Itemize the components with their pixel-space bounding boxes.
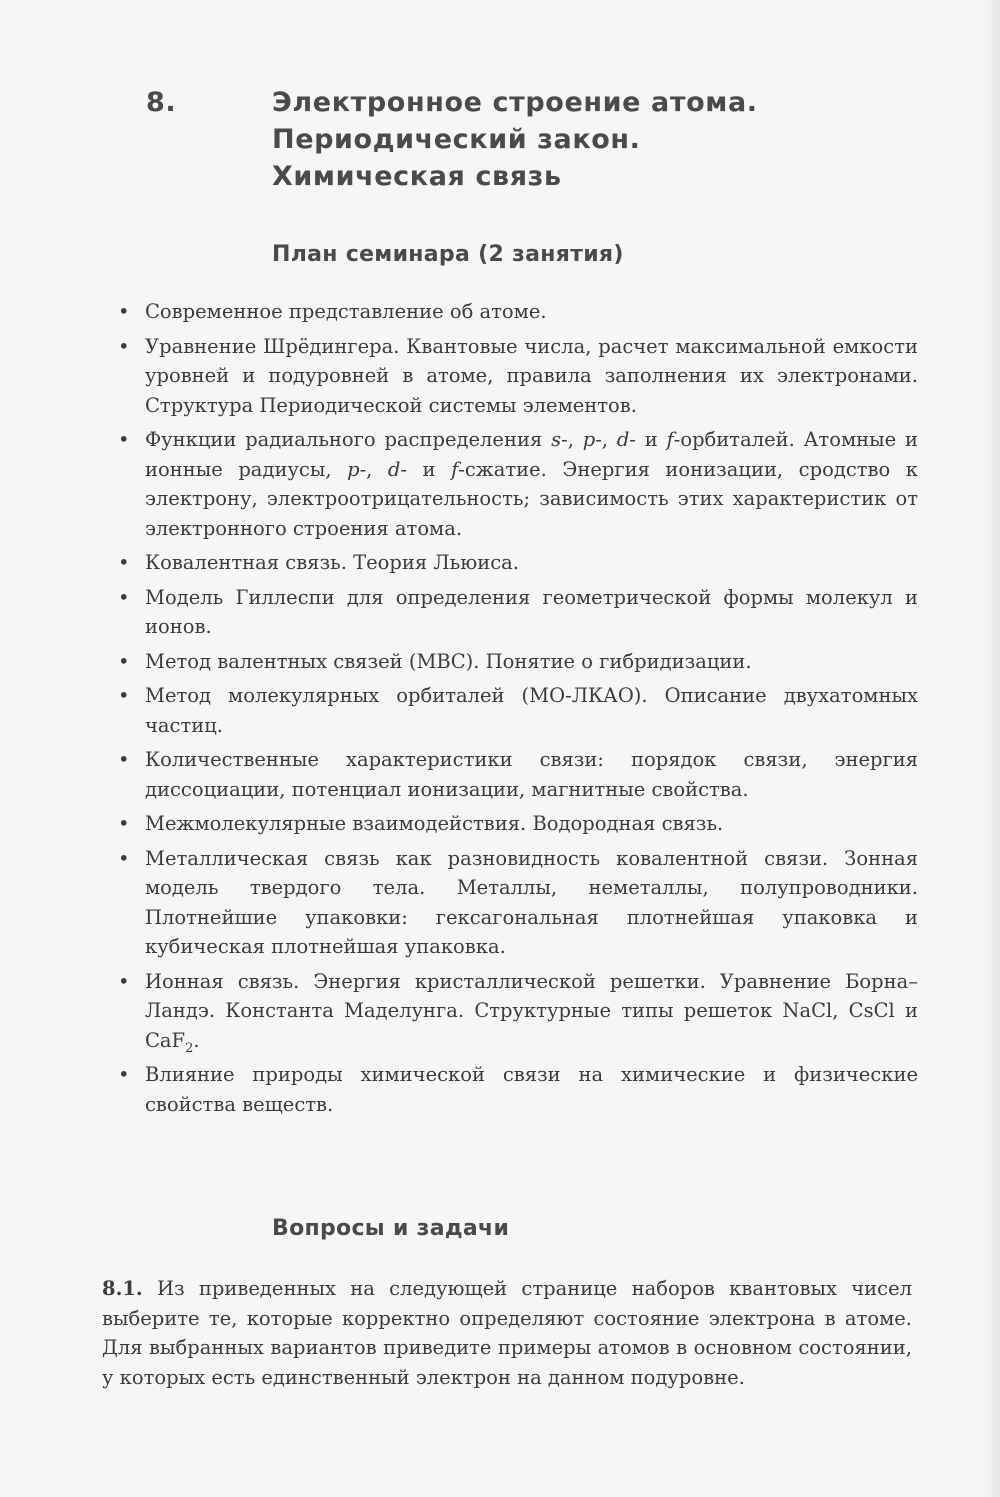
plan-item bbox=[118, 1060, 918, 1119]
bullet-icon: • bbox=[118, 428, 130, 451]
plan-item-text: Уравнение Шрёдингера. Квантовые числа, расчет максимальной емкости уровней и подуровней в атоме, правила заполнения их электронами. Структура Периодической системы элементов. bbox=[145, 334, 918, 417]
chapter-number: 8. bbox=[146, 87, 177, 118]
chapter-title-line: Периодический закон. bbox=[272, 124, 641, 155]
plan-item bbox=[118, 297, 918, 327]
bullet-icon: • bbox=[118, 551, 130, 574]
plan-item bbox=[118, 681, 918, 740]
plan-item-text: Функции радиального распределения s-, p-, d- и f-орбиталей. Атомные и ионные радиусы, p-, d- и f-сжатие. Энергия ионизации, сродство к электрону, электроотрицательность; зависимость этих характеристик от электронного строения атома. bbox=[145, 428, 918, 540]
plan-item-text: Метод молекулярных орбиталей (МО-ЛКАО). Описание двухатомных частиц. bbox=[145, 684, 918, 737]
plan-item bbox=[118, 548, 918, 578]
bullet-icon: • bbox=[118, 649, 130, 673]
plan-item bbox=[118, 809, 918, 839]
subscript: 2 bbox=[185, 1040, 194, 1056]
bullet-icon: • bbox=[118, 684, 130, 707]
chapter-title-line: Электронное строение атома. bbox=[272, 87, 758, 118]
bullet-icon: • bbox=[118, 748, 130, 771]
chapter-title bbox=[272, 84, 892, 195]
plan-item-text: Ковалентная связь. Теория Льюиса. bbox=[145, 551, 519, 574]
plan-item bbox=[118, 647, 918, 677]
plan-item bbox=[118, 967, 918, 1056]
bullet-icon: • bbox=[118, 1063, 130, 1086]
bullet-icon: • bbox=[118, 812, 130, 835]
bullet-icon: • bbox=[118, 846, 130, 870]
questions-heading: Вопросы и задачи bbox=[272, 1216, 510, 1241]
plan-item-text: Количественные характеристики связи: порядок связи, энергия диссоциации, потенциал ионизации, магнитные свойства. bbox=[145, 748, 918, 801]
plan-item-text: Ионная связь. Энергия кристаллической решетки. Уравнение Борна–Ландэ. Константа Маделунга. Структурные типы решеток NaCl, CsCl и CaF$_2$. bbox=[145, 969, 918, 1056]
chapter-title-line: Химическая связь bbox=[272, 161, 562, 192]
plan-item-text: Современное представление об атоме. bbox=[145, 300, 547, 323]
plan-item bbox=[118, 425, 918, 543]
plan-item-text: Межмолекулярные взаимодействия. Водородная связь. bbox=[145, 812, 724, 835]
plan-item-text: Модель Гиллеспи для определения геометрической формы молекул и ионов. bbox=[145, 585, 918, 638]
problem-8-1 bbox=[102, 1274, 912, 1392]
page-edge-shadow bbox=[984, 0, 1000, 1497]
plan-heading: План семинара (2 занятия) bbox=[272, 242, 624, 267]
plan-item-text: Металлическая связь как разновидность ковалентной связи. Зонная модель твердого тела. Металлы, неметаллы, полупроводники. Плотнейшие упаковки: гексагональная плотнейшая упаковка и кубическая плотнейшая упаковка. bbox=[145, 846, 918, 958]
plan-item bbox=[118, 583, 918, 642]
plan-item-text: Метод валентных связей (МВС). Понятие о гибридизации. bbox=[145, 649, 752, 673]
plan-item bbox=[118, 844, 918, 962]
plan-item bbox=[118, 745, 918, 804]
problem-number: 8.1. bbox=[102, 1277, 143, 1300]
bullet-icon: • bbox=[118, 334, 130, 358]
plan-list bbox=[118, 297, 918, 1124]
problem-text: Из приведенных на следующей странице наборов квантовых чисел выберите те, которые корректно определяют состояние электрона в атоме. Для выбранных вариантов приведите примеры атомов в основном состоянии, у которых есть единственный электрон на данном подуровне. bbox=[102, 1277, 912, 1389]
plan-item bbox=[118, 332, 918, 421]
bullet-icon: • bbox=[118, 585, 130, 609]
bullet-icon: • bbox=[118, 300, 130, 323]
bullet-icon: • bbox=[118, 969, 130, 993]
plan-item-text: Влияние природы химической связи на химические и физические свойства веществ. bbox=[145, 1063, 918, 1116]
